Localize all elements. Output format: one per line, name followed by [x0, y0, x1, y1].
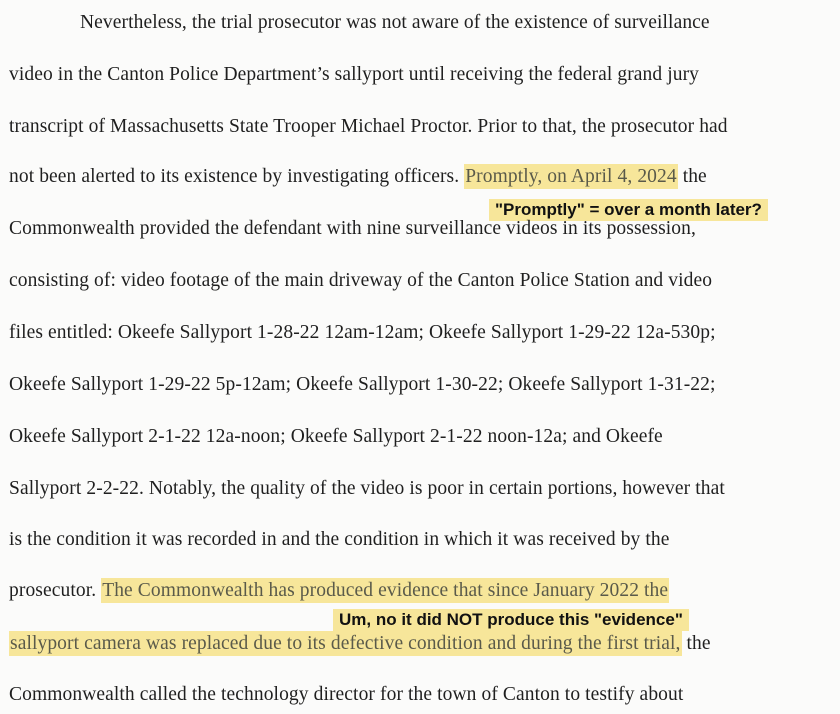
line-text: consisting of: video footage of the main driveway of the Canton Police Station and video — [9, 270, 713, 291]
annotation-promptly: "Promptly" = over a month later? — [489, 199, 768, 221]
text-line-9 — [9, 426, 663, 448]
highlight-evidence-claim: The Commonwealth has produced evidence that since January 2022 the — [102, 580, 669, 601]
line-text: video in the Canton Police Department’s sallyport until receiving the federal grand jury — [9, 64, 700, 85]
text-line-5 — [9, 218, 696, 240]
text-line-2 — [9, 64, 699, 86]
text-line-11 — [9, 529, 670, 551]
text-line-3 — [9, 116, 728, 138]
annotation-evidence: Um, no it did NOT produce this "evidence" — [333, 609, 689, 631]
text-line-14 — [9, 684, 683, 706]
text-line-6 — [9, 270, 712, 292]
line-text: transcript of Massachusetts State Trooper Michael Proctor. Prior to that, the prosecutor had — [9, 116, 728, 137]
line-text: Nevertheless, the trial prosecutor was not aware of the existence of surveillance — [80, 12, 710, 33]
text-line-10 — [9, 478, 725, 500]
text-line-7 — [9, 322, 716, 344]
text-line-1 — [80, 12, 710, 34]
line-text: Commonwealth provided the defendant with nine surveillance videos in its possession, — [9, 218, 696, 239]
text-line-8 — [9, 374, 716, 396]
line-text: Okeefe Sallyport 1-29-22 5p-12am; Okeefe Sallyport 1-30-22; Okeefe Sallyport 1-31-22; — [9, 374, 716, 395]
text-line-12 — [9, 580, 669, 602]
line-text: is the condition it was recorded in and the condition in which it was received by the — [9, 529, 670, 550]
line-text-tail: the — [681, 633, 711, 654]
line-text: Sallyport 2-2-22. Notably, the quality of the video is poor in certain portions, however that — [9, 478, 725, 499]
line-text: files entitled: Okeefe Sallyport 1-28-22 12am-12am; Okeefe Sallyport 1-29-22 12a-530p; — [9, 322, 716, 343]
line-text: Commonwealth called the technology director for the town of Canton to testify about — [9, 684, 684, 705]
line-text: not been alerted to its existence by investigating officers. — [9, 166, 465, 187]
text-line-4 — [9, 166, 707, 188]
line-text-tail: the — [677, 166, 707, 187]
line-text: Okeefe Sallyport 2-1-22 12a-noon; Okeefe Sallyport 2-1-22 noon-12a; and Okeefe — [9, 426, 663, 447]
line-text: prosecutor. — [9, 580, 102, 601]
highlight-camera-replaced: sallyport camera was replaced due to its defective condition and during the first trial, — [10, 633, 681, 654]
highlight-promptly: Promptly, on April 4, 2024 — [465, 166, 677, 187]
text-line-13 — [9, 633, 711, 655]
